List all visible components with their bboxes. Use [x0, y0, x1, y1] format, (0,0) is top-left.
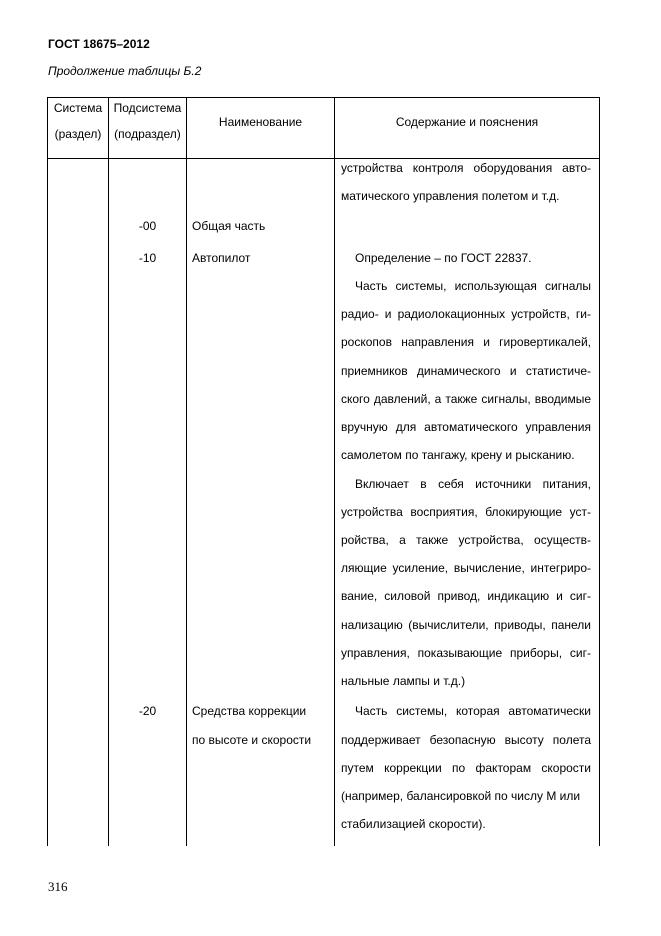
- description-line: Часть системы, использующая сигналы: [355, 279, 591, 293]
- description-line: стабилизацией скорости).: [341, 817, 486, 831]
- subsystem-code: -00: [138, 219, 157, 233]
- table-continuation-caption: Продолжение таблицы Б.2: [48, 64, 202, 78]
- description-line: ского давлений, а также сигналы, вводимые: [341, 392, 591, 406]
- column-divider: [108, 97, 109, 846]
- column-divider: [47, 97, 48, 846]
- description-line: нализацию (вычислители, приводы, панели: [341, 618, 591, 632]
- column-header-system: [48, 101, 108, 141]
- item-name: Общая часть: [192, 219, 266, 233]
- description-line: ройства, а также устройства, осуществ-: [341, 533, 591, 547]
- column-header-content: Содержание и пояснения: [395, 115, 539, 129]
- description-line: Включает в себя источники питания,: [355, 477, 591, 491]
- description-line: приемников динамического и статистиче-: [341, 364, 591, 378]
- page-number: 316: [48, 879, 68, 894]
- description-line: управления, показывающие приборы, сиг-: [341, 646, 591, 660]
- header-text: (подраздел): [114, 127, 181, 141]
- column-header-name: Наименование: [218, 115, 303, 129]
- subsystem-code: -10: [138, 251, 157, 265]
- description-line: Определение – по ГОСТ 22837.: [355, 251, 532, 265]
- header-text: (раздел): [54, 127, 102, 141]
- description-line: самолетом по тангажу, крену и рысканию.: [341, 448, 575, 462]
- item-name: Средства коррекции: [192, 704, 307, 718]
- column-divider: [599, 97, 600, 846]
- description-line: вание, силовой привод, индикацию и сиг-: [341, 589, 591, 603]
- column-divider: [186, 97, 187, 846]
- description-line: поддерживает безопасную высоту полета: [341, 733, 591, 747]
- table-top-border: [47, 97, 600, 98]
- description-line: матического управления полетом и т.д.: [341, 189, 560, 203]
- description-line: радио- и радиолокационных устройств, ги-: [341, 307, 591, 321]
- description-line: ляющие усиление, вычисление, интегриро-: [341, 561, 591, 575]
- header-text: Подсистема: [113, 101, 182, 115]
- description-line: нальные лампы и т.д.): [341, 674, 466, 688]
- description-line: (например, балансировкой по числу М или: [341, 789, 581, 803]
- header-text: Система: [53, 101, 103, 115]
- column-header-subsystem: [109, 101, 186, 141]
- item-name: Автопилот: [192, 251, 251, 265]
- description-line: роскопов направления и гировертикалей,: [341, 335, 591, 349]
- item-name: по высоте и скорости: [192, 733, 312, 747]
- description-line: вручную для автоматического управления: [341, 420, 591, 434]
- description-line: путем коррекции по факторам скорости: [341, 761, 591, 775]
- subsystem-code: -20: [138, 704, 157, 718]
- column-divider: [334, 97, 335, 846]
- table-header-divider: [47, 158, 600, 159]
- standard-header: ГОСТ 18675–2012: [48, 37, 150, 51]
- description-line: Часть системы, которая автоматически: [355, 704, 591, 718]
- description-line: устройства восприятия, блокирующие уст-: [341, 505, 591, 519]
- description-line: устройства контроля оборудования авто-: [341, 161, 591, 175]
